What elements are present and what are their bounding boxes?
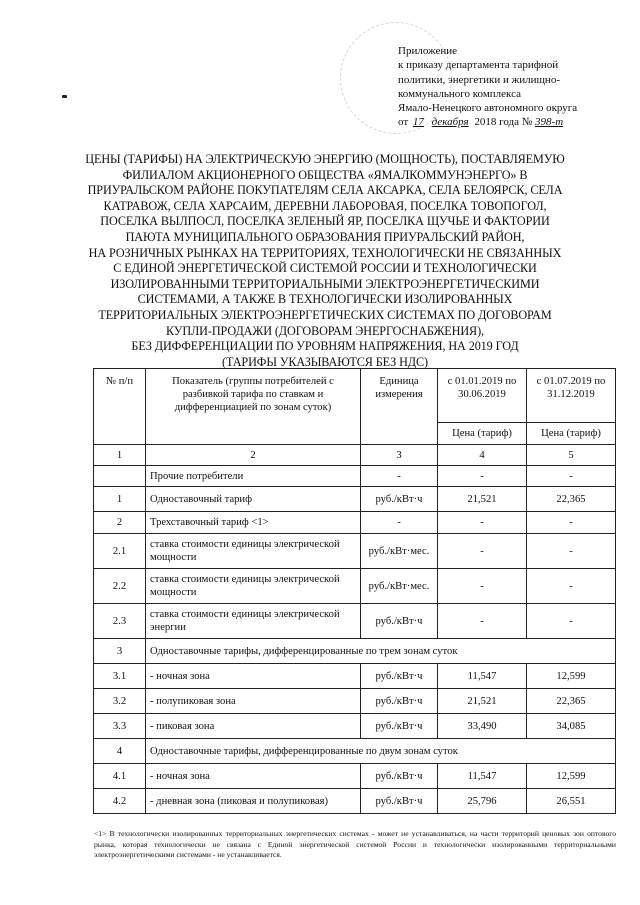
- appendix-line: коммунального комплекса: [398, 87, 522, 100]
- date-day: 17: [412, 116, 424, 129]
- column-number: 4: [438, 445, 527, 466]
- row-unit: руб./кВт·мес.: [361, 534, 438, 569]
- row-unit: руб./кВт·ч: [361, 714, 438, 739]
- row-indicator: - пиковая зона: [146, 714, 361, 739]
- row-number: 3.3: [94, 714, 146, 739]
- row-number: 3.1: [94, 664, 146, 689]
- date-month: декабря: [431, 116, 469, 129]
- row-indicator: Одноставочный тариф: [146, 487, 361, 512]
- row-unit: руб./кВт·ч: [361, 487, 438, 512]
- row-unit: руб./кВт·ч: [361, 789, 438, 814]
- title-line: ТЕРРИТОРИАЛЬНЫХ ЭЛЕКТРОЭНЕРГЕТИЧЕСКИХ СИСТЕМАХ ПО ДОГОВОРАМ: [98, 307, 552, 322]
- row-price-1: 21,521: [438, 689, 527, 714]
- row-indicator: - полупиковая зона: [146, 689, 361, 714]
- appendix-date-line: [398, 115, 638, 129]
- title-line: КУПЛИ-ПРОДАЖИ (ДОГОВОРАМ ЭНЕРГОСНАБЖЕНИЯ),: [166, 323, 484, 338]
- tariff-table: [93, 368, 616, 814]
- appendix-line: Приложение: [398, 45, 458, 57]
- footnote: <1> В технологически изолированных территориальных энергетических системах - может не устанавливаться, на части территорий ценовых зон оптового рынка, которая технологически не связана с Единой энергетической системой России и технологически изолированными территориальными электроэнергетическими системами - не устанавливается.: [94, 829, 616, 859]
- row-indicator: Одноставочные тарифы, дифференцированные по двум зонам суток: [146, 739, 616, 764]
- row-price-2: 12,599: [527, 664, 616, 689]
- column-number: 5: [527, 445, 616, 466]
- title-line: ЦЕНЫ (ТАРИФЫ) НА ЭЛЕКТРИЧЕСКУЮ ЭНЕРГИЮ (МОЩНОСТЬ), ПОСТАВЛЯЕМУЮ: [85, 152, 565, 166]
- row-indicator: ставка стоимости единицы электрической энергии: [146, 604, 361, 639]
- row-number: 2: [94, 512, 146, 534]
- row-number: 2.1: [94, 534, 146, 569]
- row-number: 1: [94, 487, 146, 512]
- appendix-line: к приказу департамента тарифной: [398, 59, 559, 72]
- row-number: 4: [94, 739, 146, 764]
- table-row: [94, 487, 616, 512]
- row-indicator: Одноставочные тарифы, дифференцированные по трем зонам суток: [146, 639, 616, 664]
- header-period-1: с 01.01.2019 по 30.06.2019: [438, 369, 527, 423]
- row-price-2: -: [527, 466, 616, 487]
- row-price-2: -: [527, 534, 616, 569]
- table-row: [94, 569, 616, 604]
- title-line: ПАЮТА МУНИЦИПАЛЬНОГО ОБРАЗОВАНИЯ ПРИУРАЛЬСКИЙ РАЙОН,: [125, 229, 525, 244]
- row-number: 2.3: [94, 604, 146, 639]
- row-number: 4.2: [94, 789, 146, 814]
- column-number: 3: [361, 445, 438, 466]
- order-number: 398-т: [535, 116, 564, 129]
- header-price-2: Цена (тариф): [527, 423, 616, 445]
- table-row: [94, 466, 616, 487]
- table-row: [94, 764, 616, 789]
- header-price-1: Цена (тариф): [438, 423, 527, 445]
- row-indicator: - ночная зона: [146, 764, 361, 789]
- table-row: [94, 714, 616, 739]
- row-indicator: Прочие потребители: [146, 466, 361, 487]
- appendix-header: [398, 44, 638, 130]
- document-title: [60, 152, 590, 370]
- title-line: ФИЛИАЛОМ АКЦИОНЕРНОГО ОБЩЕСТВА «ЯМАЛКОММУНЭНЕРГО» В: [122, 167, 528, 182]
- row-price-2: -: [527, 569, 616, 604]
- row-number: 2.2: [94, 569, 146, 604]
- row-price-1: 33,490: [438, 714, 527, 739]
- row-price-2: -: [527, 512, 616, 534]
- table-row: [94, 534, 616, 569]
- row-price-1: 21,521: [438, 487, 527, 512]
- row-price-1: -: [438, 534, 527, 569]
- row-unit: руб./кВт·ч: [361, 664, 438, 689]
- row-number: [94, 466, 146, 487]
- row-price-1: -: [438, 466, 527, 487]
- row-indicator: - ночная зона: [146, 664, 361, 689]
- date-year: 2018 года №: [474, 116, 533, 129]
- table-row: [94, 604, 616, 639]
- header-indicator: Показатель (группы потребителей с разбивкой тарифа по ставкам и дифференциацией по зонам суток): [146, 369, 361, 445]
- row-indicator: - дневная зона (пиковая и полупиковая): [146, 789, 361, 814]
- title-line: (ТАРИФЫ УКАЗЫВАЮТСЯ БЕЗ НДС): [222, 354, 428, 369]
- row-unit: руб./кВт·ч: [361, 764, 438, 789]
- table-row: [94, 639, 616, 664]
- row-price-1: -: [438, 604, 527, 639]
- row-unit: -: [361, 512, 438, 534]
- header-unit: Единица измерения: [361, 369, 438, 445]
- row-unit: руб./кВт·ч: [361, 604, 438, 639]
- row-price-2: 22,365: [527, 487, 616, 512]
- row-price-1: 11,547: [438, 664, 527, 689]
- table-row: [94, 664, 616, 689]
- title-line: БЕЗ ДИФФЕРЕНЦИАЦИИ ПО УРОВНЯМ НАПРЯЖЕНИЯ, НА 2019 ГОД: [131, 339, 519, 354]
- row-unit: -: [361, 466, 438, 487]
- row-price-1: 25,796: [438, 789, 527, 814]
- row-price-1: -: [438, 569, 527, 604]
- row-number: 3: [94, 639, 146, 664]
- table-row: [94, 689, 616, 714]
- table-row: [94, 512, 616, 534]
- row-price-2: -: [527, 604, 616, 639]
- row-price-1: -: [438, 512, 527, 534]
- column-number: 1: [94, 445, 146, 466]
- date-prefix: от: [398, 116, 409, 129]
- row-number: 3.2: [94, 689, 146, 714]
- header-num: № п/п: [94, 369, 146, 445]
- title-line: ПРИУРАЛЬСКОМ РАЙОНЕ ПОКУПАТЕЛЯМ СЕЛА АКСАРКА, СЕЛА БЕЛОЯРСК, СЕЛА: [87, 183, 563, 198]
- row-indicator: Трехставочный тариф <1>: [146, 512, 361, 534]
- title-line: НА РОЗНИЧНЫХ РЫНКАХ НА ТЕРРИТОРИЯХ, ТЕХНОЛОГИЧЕСКИ НЕ СВЯЗАННЫХ: [88, 245, 562, 260]
- row-indicator: ставка стоимости единицы электрической мощности: [146, 534, 361, 569]
- title-line: КАТРАВОЖ, СЕЛА ХАРСАИМ, ДЕРЕВНИ ЛАБОРОВАЯ, ПОСЕЛКА ТОВОПОГОЛ,: [103, 198, 547, 213]
- table-row: [94, 739, 616, 764]
- row-number: 4.1: [94, 764, 146, 789]
- row-indicator: ставка стоимости единицы электрической мощности: [146, 569, 361, 604]
- row-unit: руб./кВт·ч: [361, 689, 438, 714]
- row-price-2: 12,599: [527, 764, 616, 789]
- column-number: 2: [146, 445, 361, 466]
- ink-mark: [62, 95, 67, 98]
- header-period-2: с 01.07.2019 по 31.12.2019: [527, 369, 616, 423]
- row-price-2: 26,551: [527, 789, 616, 814]
- appendix-line: Ямало-Ненецкого автономного округа: [398, 102, 578, 115]
- row-price-2: 34,085: [527, 714, 616, 739]
- row-price-1: 11,547: [438, 764, 527, 789]
- title-line: ПОСЕЛКА ВЫЛПОСЛ, ПОСЕЛКА ЗЕЛЕНЫЙ ЯР, ПОСЕЛКА ЩУЧЬЕ И ФАКТОРИИ: [100, 214, 550, 229]
- title-line: СИСТЕМАМИ, А ТАКЖЕ В ТЕХНОЛОГИЧЕСКИ ИЗОЛИРОВАННЫХ: [137, 292, 513, 307]
- row-unit: руб./кВт·мес.: [361, 569, 438, 604]
- title-line: С ЕДИНОЙ ЭНЕРГЕТИЧЕСКОЙ СИСТЕМОЙ РОССИИ И ТЕХНОЛОГИЧЕСКИ: [113, 261, 537, 276]
- table-row: [94, 789, 616, 814]
- appendix-line: политики, энергетики и жилищно-: [398, 73, 560, 86]
- title-line: ИЗОЛИРОВАННЫМИ ТЕРРИТОРИАЛЬНЫМИ ЭЛЕКТРОЭНЕРГЕТИЧЕСКИМИ: [110, 276, 540, 291]
- row-price-2: 22,365: [527, 689, 616, 714]
